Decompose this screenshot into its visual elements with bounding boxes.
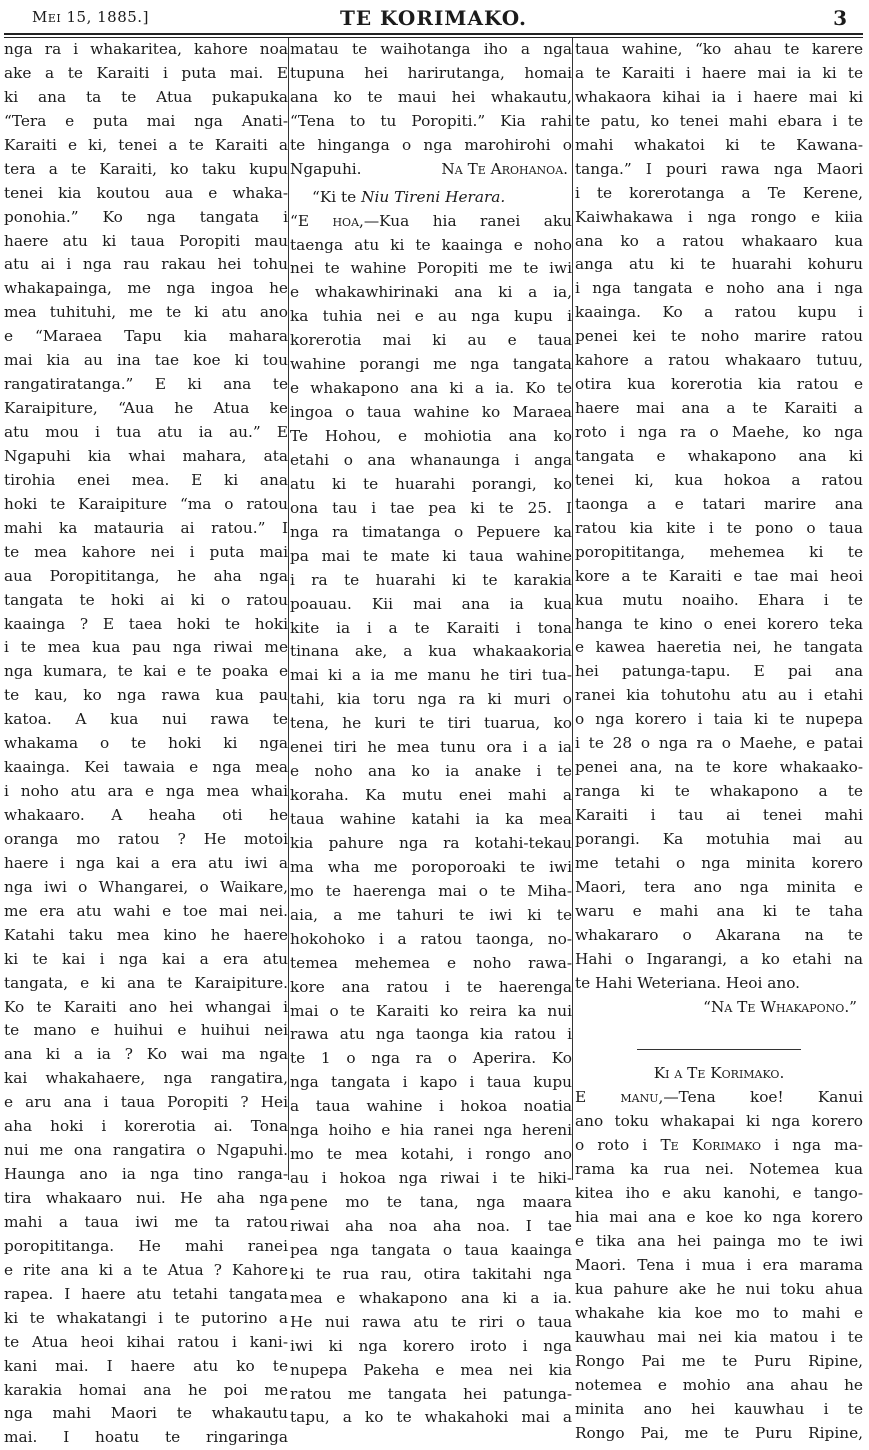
text-line: mai kia au ina tae koe ki tou: [4, 351, 288, 370]
text-line: “Tera e puta mai nga Anati-: [4, 111, 288, 130]
text-line: kore a te Karaiti e tae mai heoi: [575, 566, 863, 585]
text-line: nga hoiho e hia ranei nga hereni: [290, 1121, 572, 1140]
text-line: Maori. Tena i mua i era marama: [575, 1255, 863, 1274]
text-line: anga atu ki te huarahi kohuru: [575, 255, 863, 274]
text-line: riwai aha noa aha noa. I tae: [290, 1216, 572, 1235]
text-line: hokohoko i a ratou taonga, no-: [290, 929, 572, 948]
text-line: ona tau i tae pea ki te 25. I: [290, 498, 572, 517]
text-line: hoki te Karaipiture “ma o ratou: [4, 494, 288, 513]
text-line: nga ra timatanga o Pepuere ka: [290, 522, 572, 541]
text-line: taua wahine katahi ia ka mea: [290, 810, 572, 828]
signature-lead: Ngapuhi.: [290, 159, 362, 178]
text-line: Rongo Pai me te Puru Ripine,: [575, 1351, 863, 1370]
text-line: ponohia.” Ko nga tangata i: [4, 207, 288, 226]
text-line: i te 28 o nga ra o Maehe, e patai: [575, 734, 863, 753]
text-line: ana ko a ratou whakaaro kua: [575, 231, 863, 250]
page-number: 3: [833, 6, 847, 30]
letter-heading: [290, 186, 572, 210]
text-line: ranga ki te whakapono a te: [575, 782, 863, 801]
text-line: [575, 1134, 863, 1158]
text-line: kua pahure ake he nui toku ahua: [575, 1279, 863, 1298]
text-line: kaainga. Ko a ratou kupu i: [575, 303, 863, 322]
text-line: Ngapuhi kia whai mahara, ata: [4, 446, 288, 465]
column-3-letter: [575, 38, 863, 996]
letter-salutation: E manu,: [575, 1088, 664, 1107]
text-line: atu ki te huarahi porangi, ko: [290, 474, 572, 493]
text-line: Haunga ano ia nga tino ranga-: [4, 1165, 288, 1184]
text-line: e tika ana hei painga mo te iwi: [575, 1232, 863, 1250]
text-line: whakaora kihai ia i haere mai ki: [575, 87, 863, 106]
text-line: ki te whakatangi i te putorino a: [4, 1308, 288, 1327]
text-line: tangata, e ki ana te Karaipiture.: [4, 973, 288, 992]
text-line: ana ko te maui hei whakautu,: [290, 87, 572, 106]
text-line: e whakawhirinaki ana ki a ia,: [290, 283, 572, 302]
text-line: pene mo te tana, nga maara: [290, 1193, 572, 1211]
text-line: pa mai te mate ki taua wahine: [290, 546, 572, 565]
text-line: taonga a e tatari marire ana: [575, 494, 863, 513]
text-line: ki te kai i nga kai a era atu: [4, 949, 288, 968]
text-line: whakama o te hoki ki nga: [4, 734, 288, 753]
text-line: hia mai ana e koe ko nga korero: [575, 1208, 863, 1227]
text-line: whakararo o Akarana na te: [575, 925, 863, 944]
text-line: Rongo Pai, me te Puru Ripine,: [575, 1423, 863, 1442]
text-line: roto i nga ra o Maehe, ko nga: [575, 423, 863, 441]
text-line: e whakapono ana ki a ia. Ko te: [290, 379, 572, 398]
text-line: ingoa o taua wahine ko Maraea: [290, 403, 572, 422]
column-2-letter: [290, 234, 572, 1431]
text-line: me tetahi o nga minita korero: [575, 853, 863, 872]
text-line: Karaiti e ki, tenei a te Karaiti a: [4, 135, 288, 154]
text-line: karakia homai ana he poi me: [4, 1380, 288, 1399]
signature: Na Te Arohanoa.: [441, 159, 568, 178]
text-line: i te mea kua pau nga riwai me: [4, 638, 288, 657]
text-line: mahi whakatoi ki te Kawana-: [575, 135, 863, 154]
column-3-letter-2: [575, 1158, 863, 1445]
text-line: Karaipiture, “Aua he Atua ke: [4, 399, 288, 418]
text-line: penei ana, na te kore whakaako-: [575, 758, 863, 777]
text-line: taenga atu ki te kaainga e noho: [290, 235, 572, 254]
section-divider: [637, 1049, 801, 1050]
column-2: [290, 38, 572, 1427]
text-line: tirohia enei mea. E ki ana: [4, 470, 288, 489]
text-line: kitea iho e aku kanohi, e tango-: [575, 1184, 863, 1203]
issue-date: Mei 15, 1885.]: [32, 8, 149, 26]
text-line: He nui rawa atu te riri o taua: [290, 1312, 572, 1331]
letter-first-rest: —Kua hia ranei aku: [363, 211, 572, 230]
text-line: tanga.” I pouri rawa nga Maori: [575, 159, 863, 178]
text-line: poropititanga, mehemea ki te: [575, 542, 863, 561]
text-line: rama ka rua nei. Notemea kua: [575, 1160, 863, 1179]
text-line: waru e mahi ana ki te taha: [575, 901, 863, 920]
text-line: ratou kia kite i te pono o taua: [575, 518, 863, 537]
text-line: penei kei te noho marire ratou: [575, 327, 863, 346]
text-line: oranga mo ratou ? He motoi: [4, 829, 288, 848]
newspaper-name: Te Korimako: [660, 1136, 762, 1155]
text-line: tangata e whakapono ana ki: [575, 446, 863, 465]
text-line: pea nga tangata o taua kaainga: [290, 1240, 572, 1259]
text-line: aua Poropititanga, he aha nga: [4, 566, 288, 585]
text-line: korerotia mai ki au e taua: [290, 331, 572, 350]
text-line: a te Karaiti i haere mai ia ki te: [575, 63, 863, 82]
text-line: tena, he kuri te tiri tuarua, ko: [290, 714, 572, 733]
letter-heading-title: Niu Tireni Herara.: [361, 187, 506, 206]
text-line: tinana ake, a kua whakaakoria: [290, 642, 572, 661]
text-line: enei tiri he mea tunu ora i a ia: [290, 738, 572, 757]
text-line: te 1 o nga ra o Aperira. Ko: [290, 1049, 572, 1068]
text-line: ratou me tangata hei patunga-: [290, 1384, 572, 1403]
text-line: te patu, ko tenei mahi ebara i te: [575, 111, 863, 130]
text-line: kani mai. I haere atu ko te: [4, 1356, 288, 1375]
text-line: e noho ana ko ia anake i te: [290, 762, 572, 781]
text-line: e aru ana i taua Poropiti ? Hei: [4, 1093, 288, 1112]
text-line: Ko te Karaiti ano hei whangai i: [4, 997, 288, 1016]
text-line: a taua wahine i hokoa noatia: [290, 1097, 572, 1116]
text-line: mahi ka matauria ai ratou.” I: [4, 518, 288, 537]
text-line: whakahe kia koe mo to mahi e: [575, 1303, 863, 1322]
text-line: te Hahi Weteriana. Heoi ano.: [575, 973, 801, 992]
text-line: poauau. Kii mai ana ia kua: [290, 594, 572, 613]
column-divider: [288, 38, 289, 1180]
letter-first-line: [575, 1086, 863, 1110]
text-line: nga tangata i kapo i taua kupu: [290, 1073, 572, 1092]
text-line: i te korerotanga a Te Kerene,: [575, 183, 863, 202]
signature-line: [290, 158, 572, 182]
text-line: mea tuhituhi, me te ki atu ano: [4, 303, 288, 322]
text-line: otira kua korerotia kia ratou e: [575, 375, 863, 394]
text-line: nei te wahine Poropiti me te iwi: [290, 259, 572, 278]
text-line: kite ia i a te Karaiti i tona: [290, 618, 572, 637]
letter-heading-lead: “Ki te: [312, 187, 362, 206]
text-line: nga iwi o Whangarei, o Waikare,: [4, 877, 288, 896]
text-line: kaainga. Kei tawaia e nga mea: [4, 758, 288, 777]
text-line: kahore a ratou whakaaro tutuu,: [575, 351, 863, 370]
text-line: tapu, a ko te whakahoki mai a: [290, 1408, 572, 1427]
text-line: poropititanga. He mahi ranei: [4, 1236, 288, 1255]
text-line: mai o te Karaiti ko reira ka nui: [290, 1001, 572, 1020]
text-line: te hinganga o nga marohirohi o: [290, 135, 572, 154]
letter-first-rest: —Tena koe! Kanui: [663, 1088, 863, 1107]
letter-first-line: [290, 210, 572, 234]
text-line: mai ki a ia me manu he tiri tua-: [290, 666, 572, 685]
text-line: au i hokoa nga riwai i te hiki-: [290, 1169, 572, 1188]
text-fragment: i nga ma-: [761, 1136, 863, 1155]
text-line: Te Hohou, e mohiotia ana ko: [290, 427, 572, 445]
section-heading: Ki a Te Korimako.: [653, 1064, 785, 1083]
column-3: [575, 38, 863, 1442]
text-line: hanga te kino o enei korero teka: [575, 614, 863, 633]
column-divider: [572, 38, 573, 1180]
text-line: “Tena to tu Poropiti.” Kia rahi: [290, 111, 572, 130]
letter-salutation: “E hoa,: [290, 211, 364, 230]
text-line: kore ana ratou i te haerenga: [290, 977, 572, 996]
text-line: wahine porangi me nga tangata: [290, 355, 572, 374]
text-line: mea e whakapono ana ki a ia.: [290, 1288, 572, 1307]
text-line: nui me ona rangatira o Ngapuhi.: [4, 1141, 288, 1160]
text-line: atu ai i nga rau rakau hei tohu: [4, 255, 288, 274]
text-line: ki ana ta te Atua pukapuka: [4, 87, 288, 106]
text-line: aia, a me tahuri te iwi ki te: [290, 905, 572, 924]
text-line: e “Maraea Tapu kia mahara: [4, 327, 288, 346]
text-line: rawa atu nga taonga kia ratou i: [290, 1025, 572, 1044]
text-line: temea mehemea e noho rawa-: [290, 953, 572, 972]
text-line: tangata te hoki ai ki o ratou: [4, 590, 288, 609]
text-line: mahi a taua iwi me ta ratou: [4, 1212, 288, 1231]
text-line: porangi. Ka motuhia mai au: [575, 829, 863, 848]
text-line: kia pahure nga ra kotahi-tekau: [290, 833, 572, 852]
text-line: i nga tangata e noho ana i nga: [575, 279, 863, 298]
text-line: e rite ana ki a te Atua ? Kahore: [4, 1260, 288, 1279]
text-line: whakapainga, me nga ingoa he: [4, 279, 288, 298]
text-line: me era atu wahi e toe mai nei.: [4, 901, 288, 920]
text-line: matau te waihotanga iho a nga: [290, 40, 572, 58]
text-line: aha hoki i korerotia ai. Tona: [4, 1117, 288, 1136]
text-line: iwi ki nga korero iroto i nga: [290, 1336, 572, 1355]
text-line: nga kumara, te kai e te poaka e: [4, 662, 288, 681]
masthead-rule: [4, 33, 863, 35]
text-line: tenei ki, kua hokoa a ratou: [575, 470, 863, 489]
text-line: te mea kahore nei i puta mai: [4, 542, 288, 561]
text-line: minita ano hei kauwhau i te: [575, 1399, 863, 1418]
text-line: i ra te huarahi ki te karakia: [290, 570, 572, 589]
text-line: ana ki a ia ? Ko wai ma nga: [4, 1045, 288, 1064]
text-line: kua mutu noaiho. Ehara i te: [575, 590, 863, 609]
text-line: haere atu ki taua Poropiti mau: [4, 231, 288, 250]
text-line: ka tuhia nei e au nga kupu i: [290, 307, 572, 326]
text-line: ma wha me poroporoaki te iwi: [290, 857, 572, 876]
text-line: tahi, kia toru nga ra ki muri o: [290, 690, 572, 709]
text-line: nupepa Pakeha e mea nei kia: [290, 1360, 572, 1379]
text-line: etahi o ana whanaunga i anga: [290, 450, 572, 469]
text-line: nga mahi Maori te whakautu: [4, 1404, 288, 1423]
text-line: Karaiti i tau ai tenei mahi: [575, 806, 863, 824]
text-line: Kaiwhakawa i nga rongo e kiia: [575, 207, 863, 226]
text-line: katoa. A kua nui rawa te: [4, 710, 288, 729]
column-2-intro: [290, 38, 572, 158]
text-line: Maori, tera ano nga minita e: [575, 877, 863, 896]
column-1-text: [4, 38, 288, 1450]
text-line: ki te rua rau, otira takitahi nga: [290, 1264, 572, 1283]
text-fragment: o roto i: [575, 1136, 661, 1155]
text-line: ranei kia tohutohu atu au i etahi: [575, 686, 863, 705]
text-line: tupuna hei harirutanga, homai: [290, 63, 572, 82]
text-line: whakaaro. A heaha oti he: [4, 806, 288, 824]
text-line: tera a te Karaiti, ko taku kupu: [4, 159, 288, 178]
text-line: haere mai ana a te Karaiti a: [575, 399, 863, 418]
text-line: haere i nga kai a era atu iwi a: [4, 853, 288, 872]
text-line: i noho atu ara e nga mea whai: [4, 782, 288, 801]
text-line: te Atua heoi kihai ratou i kani-: [4, 1332, 288, 1351]
text-line: notemea e mohio ana ahau he: [575, 1375, 863, 1394]
text-line: hei patunga-tapu. E pai ana: [575, 662, 863, 681]
text-line: tira whakaaro nui. He aha nga: [4, 1189, 288, 1207]
text-line: atu mou i tua atu ia au.” E: [4, 423, 288, 441]
text-line: koraha. Ka mutu enei mahi a: [290, 786, 572, 805]
text-line: rapea. I haere atu tetahi tangata: [4, 1284, 288, 1303]
text-line: ano toku whakapai ki nga korero: [575, 1112, 863, 1131]
masthead: [4, 6, 863, 32]
newspaper-title: TE KORIMAKO.: [339, 6, 528, 30]
text-line: nga ra i whakaritea, kahore noa: [4, 40, 288, 58]
text-line: ake a te Karaiti i puta mai. E: [4, 63, 288, 82]
text-line: mo te haerenga mai o te Miha-: [290, 881, 572, 900]
text-line: kauwhau mai nei kia matou i te: [575, 1327, 863, 1346]
text-line: kai whakahaere, nga rangatira,: [4, 1069, 288, 1088]
text-line: Katahi taku mea kino he haere: [4, 925, 288, 944]
text-line: tenei kia koutou aua e whaka-: [4, 183, 288, 202]
text-line: kaainga ? E taea hoki te hoki: [4, 614, 288, 633]
text-line: o nga korero i taia ki te nupepa: [575, 710, 863, 729]
text-line: Hahi o Ingarangi, a ko etahi na: [575, 949, 863, 968]
signature: “Na Te Whakapono.”: [703, 997, 857, 1016]
text-line: mo te mea kotahi, i rongo ano: [290, 1145, 572, 1164]
text-line: e kawea haeretia nei, he tangata: [575, 638, 863, 657]
column-1: [4, 38, 288, 1447]
text-line: taua wahine, “ko ahau te karere: [575, 40, 863, 58]
text-line: mai. I hoatu te ringaringa: [4, 1428, 288, 1447]
text-line: te mano e huihui e huihui nei: [4, 1021, 288, 1040]
text-line: rangatiratanga.” E ki ana te: [4, 375, 288, 394]
text-line: te kau, ko nga rawa kua pau: [4, 686, 288, 705]
